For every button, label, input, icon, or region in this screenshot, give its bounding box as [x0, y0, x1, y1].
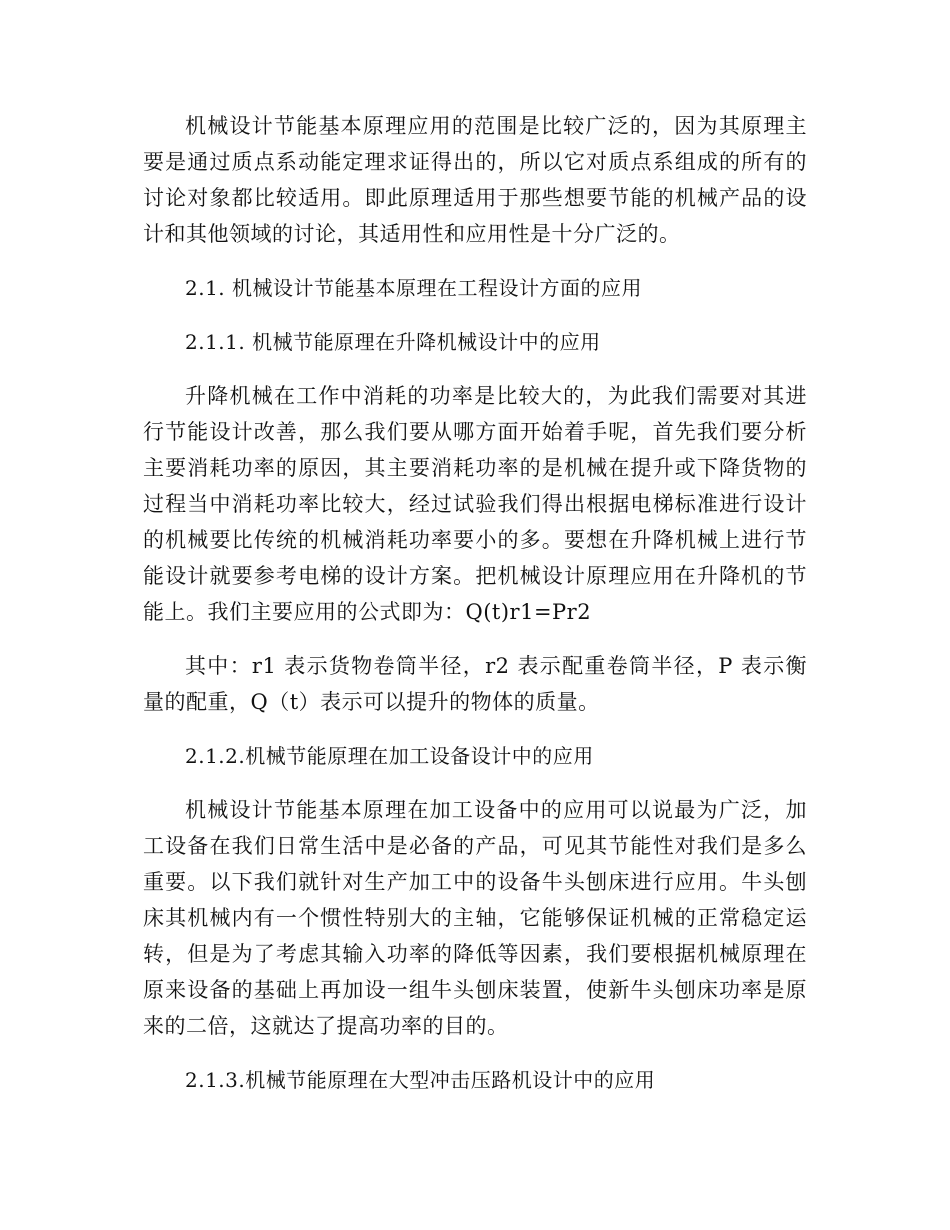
- paragraph-intro: 机械设计节能基本原理应用的范围是比较广泛的，因为其原理主要是通过质点系动能定理求证得出的，所以它对质点系组成的所有的讨论对象都比较适用。即此原理适用于那些想要节能的机械产品的设计和其他领域的讨论，其适用性和应用性是十分广泛的。: [143, 114, 807, 246]
- subsection-heading-2-1-1: 2.1.1. 机械节能原理在升降机械设计中的应用: [185, 330, 601, 354]
- spacer: [143, 252, 807, 270]
- spacer: [143, 1044, 807, 1062]
- subsection-heading-2-1-3: 2.1.3.机械节能原理在大型冲击压路机设计中的应用: [185, 1068, 656, 1092]
- spacer: [143, 720, 807, 738]
- spacer: [143, 630, 807, 648]
- spacer: [143, 360, 807, 378]
- spacer: [143, 306, 807, 324]
- paragraph-lifting-machinery: 升降机械在工作中消耗的功率是比较大的，为此我们需要对其进行节能设计改善，那么我们要从哪方面开始着手呢，首先我们要分析主要消耗功率的原因，其主要消耗功率的是机械在提升或下降货物的过程当中消耗功率比较大，经过试验我们得出根据电梯标准进行设计的机械要比传统的机械消耗功率要小的多。要想在升降机械上进行节能设计就要参考电梯的设计方案。把机械设计原理应用在升降机的节能上。我们主要应用的公式即为：Q(t)r1=Pr2: [143, 384, 807, 624]
- spacer: [143, 774, 807, 792]
- subsection-heading-2-1-2: 2.1.2.机械节能原理在加工设备设计中的应用: [185, 744, 594, 768]
- paragraph-formula-legend: 其中：r1 表示货物卷筒半径，r2 表示配重卷筒半径，P 表示衡量的配重，Q（t）表示可以提升的物体的质量。: [143, 654, 807, 714]
- paragraph-processing-equipment: 机械设计节能基本原理在加工设备中的应用可以说最为广泛，加工设备在我们日常生活中是必备的产品，可见其节能性对我们是多么重要。以下我们就针对生产加工中的设备牛头刨床进行应用。牛头刨床其机械内有一个惯性特别大的主轴，它能够保证机械的正常稳定运转，但是为了考虑其输入功率的降低等因素，我们要根据机械原理在原来设备的基础上再加设一组牛头刨床装置，使新牛头刨床功率是原来的二倍，这就达了提高功率的目的。: [143, 798, 807, 1038]
- section-heading-2-1: 2.1. 机械设计节能基本原理在工程设计方面的应用: [185, 276, 643, 300]
